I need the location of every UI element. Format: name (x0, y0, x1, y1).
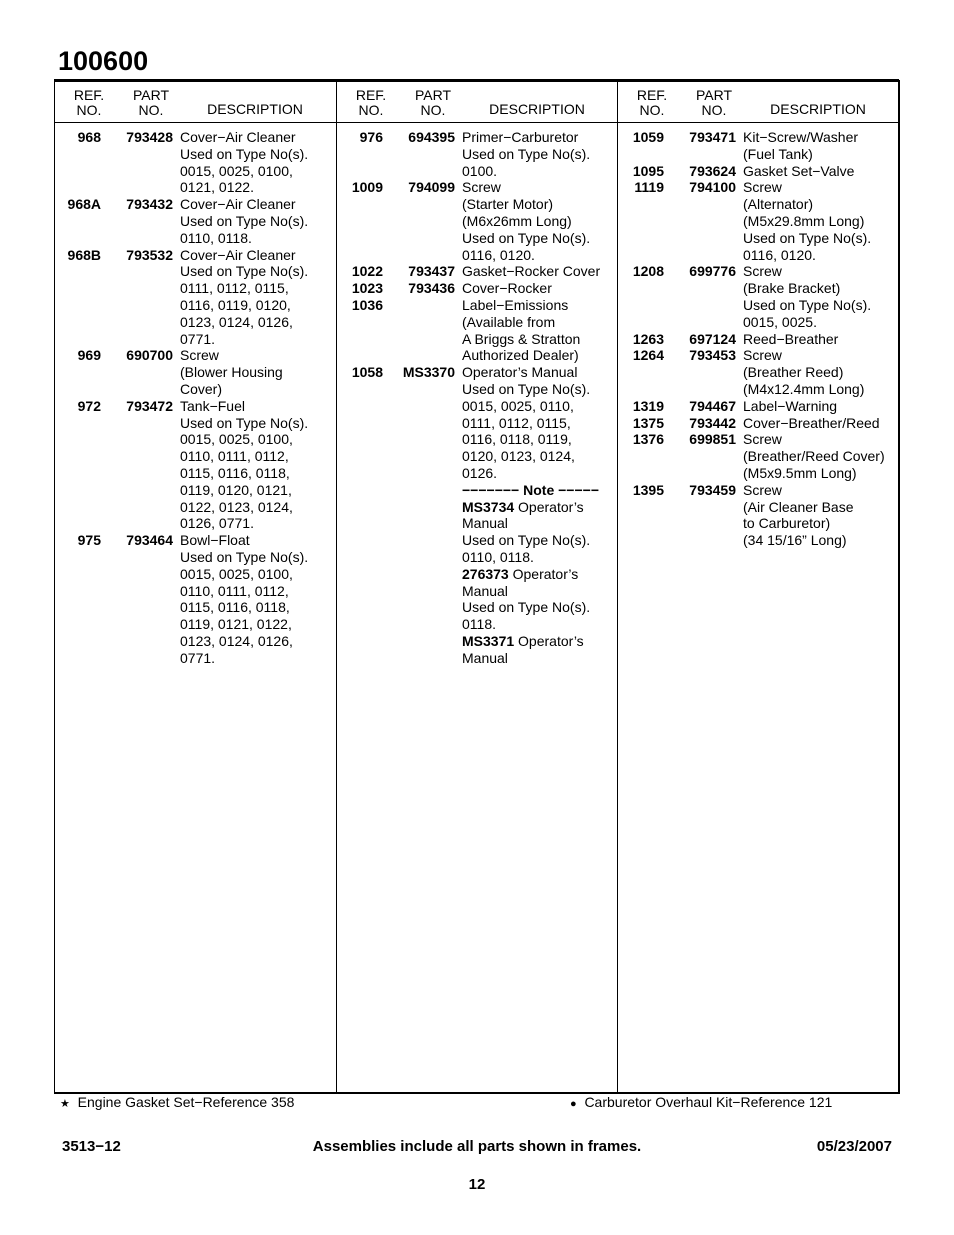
description-line: Tank−Fuel (180, 397, 245, 414)
part-row (55, 129, 336, 196)
ref-number: 968A (67, 196, 101, 213)
column-header: REF. NO. PART NO. DESCRIPTION (55, 80, 336, 123)
description-line: 0123, 0124, 0126, (180, 313, 293, 330)
description-line: Operator’s Manual (462, 364, 578, 381)
description-text: Operator’s (514, 632, 584, 649)
part-number: 794099 (408, 179, 455, 196)
description-line: (Starter Motor) (462, 196, 554, 213)
description-line: 0126. (462, 464, 498, 481)
description-line: Authorized Dealer) (462, 347, 579, 364)
parts-list (618, 129, 899, 549)
part-number: MS3370 (402, 364, 455, 381)
ref-number (337, 499, 383, 566)
description-line: 0015, 0025. (743, 313, 817, 330)
description-text: Operator’s (508, 565, 579, 582)
part-row (337, 129, 618, 179)
ref-number: 1022 (351, 263, 383, 280)
part-row (337, 499, 618, 566)
description-line: Used on Type No(s). (743, 229, 872, 246)
description-line: 0015, 0025, 0100, (180, 565, 293, 582)
ref-number: 1036 (351, 296, 383, 313)
part-description (462, 364, 590, 482)
description-line: (M6x26mm Long) (462, 212, 572, 229)
part-number (383, 482, 455, 499)
description-line: Primer−Carburetor (462, 129, 579, 145)
description-line: (Fuel Tank) (743, 145, 813, 162)
part-number: 793428 (126, 129, 173, 145)
ref-number: 972 (77, 397, 101, 414)
description-line: 0110, 0118. (462, 548, 534, 565)
part-row (618, 179, 899, 263)
part-number: 694395 (408, 129, 455, 145)
manual-part-number: 276373 (462, 565, 509, 582)
part-number: 794467 (689, 397, 736, 414)
description-line: 0100. (462, 162, 498, 179)
part-number: 794100 (689, 179, 736, 196)
description-line: (Blower Housing (180, 364, 283, 381)
description-line: 0120, 0123, 0124, (462, 448, 575, 465)
description-line: 0119, 0120, 0121, (180, 481, 292, 498)
part-row (55, 398, 336, 532)
ref-number: 1375 (632, 414, 664, 431)
ref-number: 969 (77, 347, 101, 364)
footnote-overhaul-kit: ● Carburetor Overhaul Kit−Reference 121 (570, 1094, 833, 1110)
part-description (743, 129, 858, 163)
ref-number (337, 633, 383, 667)
description-line: 0115, 0116, 0118, (180, 464, 290, 481)
ref-number: 1263 (632, 330, 664, 347)
part-description (462, 566, 590, 633)
column-header: REF. NO. PART NO. DESCRIPTION (337, 80, 618, 123)
part-row (337, 482, 618, 499)
description-line: 0116, 0119, 0120, (180, 296, 291, 313)
description-line: Cover−Air Cleaner (180, 129, 296, 145)
description-line: Kit−Screw/Washer (743, 129, 859, 145)
part-description (743, 331, 838, 348)
description-line: Bowl−Float (180, 532, 250, 549)
part-number (383, 633, 455, 667)
part-description (462, 129, 590, 179)
part-number: 793436 (408, 280, 455, 297)
description-line: Used on Type No(s). (180, 414, 309, 431)
description-line: 0110, 0111, 0112, (180, 582, 289, 599)
description-line: (M5x29.8mm Long) (743, 212, 865, 229)
part-number: 699776 (689, 263, 736, 280)
part-row (618, 129, 899, 163)
column-header: REF. NO. PART NO. DESCRIPTION (618, 80, 899, 123)
description-line: 0771. (180, 330, 216, 347)
part-number: 793472 (126, 397, 173, 414)
part-description (462, 179, 590, 263)
parts-table (54, 80, 900, 1094)
description-line: Cover−Air Cleaner (180, 246, 296, 263)
part-row (618, 482, 899, 549)
description-line: (Alternator) (743, 196, 814, 213)
part-number: 793442 (689, 414, 736, 431)
description-line: Cover−Air Cleaner (180, 196, 296, 213)
column-3 (617, 80, 899, 1092)
description-line: Used on Type No(s). (180, 263, 309, 280)
description-line: 0119, 0121, 0122, (180, 616, 292, 633)
ref-number: 968 (77, 129, 101, 145)
part-description (462, 280, 552, 297)
description-line: Used on Type No(s). (743, 296, 872, 313)
part-number: 793453 (689, 347, 736, 364)
part-description (462, 499, 590, 566)
description-line: Label−Emissions (462, 296, 569, 313)
description-line: 0126, 0771. (180, 515, 254, 532)
description-line: Used on Type No(s). (180, 145, 309, 162)
description-line: (Breather/Reed Cover) (743, 448, 885, 465)
ref-number: 1058 (351, 364, 383, 381)
ref-number: 968B (67, 246, 101, 263)
description-line: Used on Type No(s). (180, 548, 309, 565)
part-description (180, 196, 308, 246)
part-description (743, 398, 837, 415)
description-line: 0118. (462, 616, 496, 633)
part-number: 793459 (689, 481, 736, 498)
part-description (743, 415, 880, 432)
part-number: 793471 (689, 129, 736, 145)
part-number (383, 297, 455, 364)
ref-number: 1059 (632, 129, 664, 145)
description-line: 0123, 0124, 0126, (180, 632, 293, 649)
part-number: 690700 (126, 347, 173, 364)
description-line: Used on Type No(s). (462, 229, 591, 246)
part-row (618, 331, 899, 348)
description-line: Manual (462, 649, 508, 666)
ref-number (337, 566, 383, 633)
ref-number: 1023 (351, 280, 383, 297)
ref-number: 1119 (634, 179, 664, 196)
description-line (462, 499, 590, 516)
part-description (462, 297, 580, 364)
part-number (383, 499, 455, 566)
part-number: 793432 (126, 196, 173, 213)
page-number: 12 (468, 1176, 486, 1193)
description-line: Used on Type No(s). (180, 212, 309, 229)
description-line: Used on Type No(s). (462, 599, 591, 616)
part-description (180, 247, 308, 348)
part-description (743, 347, 864, 397)
description-line: 0122, 0123, 0124, (180, 498, 293, 515)
footer-note: Assemblies include all parts shown in frames. (312, 1138, 642, 1155)
ref-number: 1395 (632, 481, 664, 498)
description-line: Cover) (180, 380, 223, 397)
part-number: 793624 (689, 162, 736, 179)
description-line: (M5x9.5mm Long) (743, 464, 857, 481)
description-line: 0015, 0025, 0110, (462, 397, 574, 414)
part-row (618, 431, 899, 481)
part-row (337, 633, 618, 667)
description-line: A Briggs & Stratton (462, 330, 581, 347)
description-line: Screw (743, 431, 782, 448)
description-line: Label−Warning (743, 397, 838, 414)
part-row (55, 247, 336, 348)
part-number (383, 566, 455, 633)
manual-part-number: MS3734 (462, 498, 515, 515)
part-description (743, 263, 871, 330)
column-1 (55, 80, 336, 1092)
description-line (462, 566, 590, 583)
part-description (743, 482, 854, 549)
document-number: 3513−12 (62, 1138, 121, 1155)
star-icon: ★ (60, 1098, 70, 1110)
description-line: Used on Type No(s). (462, 380, 591, 397)
part-row (337, 566, 618, 633)
part-description (180, 347, 283, 397)
description-line: Reed−Breather (743, 330, 839, 347)
description-line: (Available from (462, 313, 556, 330)
description-line: 0110, 0118. (180, 229, 252, 246)
part-row (618, 398, 899, 415)
description-line: (M4x12.4mm Long) (743, 380, 865, 397)
note-heading: −−−−−−− Note −−−−− (462, 481, 599, 498)
description-text: Operator’s (514, 498, 584, 515)
part-description (743, 163, 854, 180)
description-line: 0116, 0118, 0119, (462, 431, 572, 448)
part-row (337, 364, 618, 482)
part-description (180, 532, 308, 666)
description-line: Gasket−Rocker Cover (462, 263, 601, 280)
description-line: (Air Cleaner Base (743, 498, 854, 515)
part-number: 793437 (408, 263, 455, 280)
description-line: Manual (462, 582, 508, 599)
part-description (743, 179, 871, 263)
description-line: 0015, 0025, 0100, (180, 162, 293, 179)
part-description (462, 263, 600, 280)
part-row (55, 347, 336, 397)
description-line: Gasket Set−Valve (743, 162, 855, 179)
bullet-icon: ● (570, 1098, 577, 1110)
description-line: Screw (743, 179, 782, 196)
ref-number: 976 (359, 129, 383, 145)
ref-number: 1319 (632, 397, 664, 414)
ref-number (337, 482, 383, 499)
part-number: 699851 (689, 431, 736, 448)
page-title: 100600 (58, 46, 149, 76)
part-number: 793464 (126, 532, 173, 549)
description-line: 0111, 0112, 0115, (462, 414, 571, 431)
ref-number: 1376 (632, 431, 664, 448)
description-line: 0771. (180, 649, 216, 666)
part-description (743, 431, 885, 481)
part-row (618, 263, 899, 330)
description-line (462, 633, 584, 650)
part-description (180, 129, 308, 196)
part-row (618, 347, 899, 397)
parts-list (55, 129, 336, 667)
ref-number: 975 (77, 532, 101, 549)
parts-list (337, 129, 618, 667)
manual-part-number: MS3371 (462, 632, 515, 649)
description-line: 0015, 0025, 0100, (180, 431, 293, 448)
part-row (337, 263, 618, 280)
part-row (618, 415, 899, 432)
footnote-gasket-set: ★ Engine Gasket Set−Reference 358 (60, 1094, 295, 1110)
part-row (337, 297, 618, 364)
description-line: Screw (743, 347, 782, 364)
description-line: Screw (180, 347, 219, 364)
part-row (337, 280, 618, 297)
description-line: 0121, 0122. (180, 179, 254, 196)
description-line: Manual (462, 515, 508, 532)
description-line: 0111, 0112, 0115, (180, 280, 289, 297)
description-line: 0116, 0120. (462, 246, 535, 263)
part-description (462, 633, 584, 667)
description-line: Cover−Breather/Reed (743, 414, 880, 431)
description-line: Used on Type No(s). (462, 145, 591, 162)
description-line: to Carburetor) (743, 515, 831, 532)
description-line: (Breather Reed) (743, 364, 844, 381)
description-line: 0110, 0111, 0112, (180, 448, 289, 465)
description-line: Cover−Rocker (462, 280, 552, 297)
part-number: 697124 (689, 330, 736, 347)
part-description (462, 482, 599, 499)
part-row (337, 179, 618, 263)
part-description (180, 398, 308, 532)
document-date: 05/23/2007 (816, 1138, 892, 1155)
description-line: Screw (462, 179, 501, 196)
part-row (55, 532, 336, 666)
description-line: Screw (743, 481, 782, 498)
column-2 (336, 80, 618, 1092)
ref-number: 1264 (632, 347, 664, 364)
description-line: Screw (743, 263, 782, 280)
description-line: Used on Type No(s). (462, 532, 591, 549)
description-line: (Brake Bracket) (743, 280, 841, 297)
description-line: (34 15/16” Long) (743, 532, 847, 549)
description-line: 0115, 0116, 0118, (180, 599, 290, 616)
ref-number: 1095 (632, 162, 664, 179)
description-line: 0116, 0120. (743, 246, 816, 263)
part-row (55, 196, 336, 246)
ref-number: 1009 (351, 179, 383, 196)
part-number: 793532 (126, 246, 173, 263)
part-row (618, 163, 899, 180)
ref-number: 1208 (632, 263, 664, 280)
